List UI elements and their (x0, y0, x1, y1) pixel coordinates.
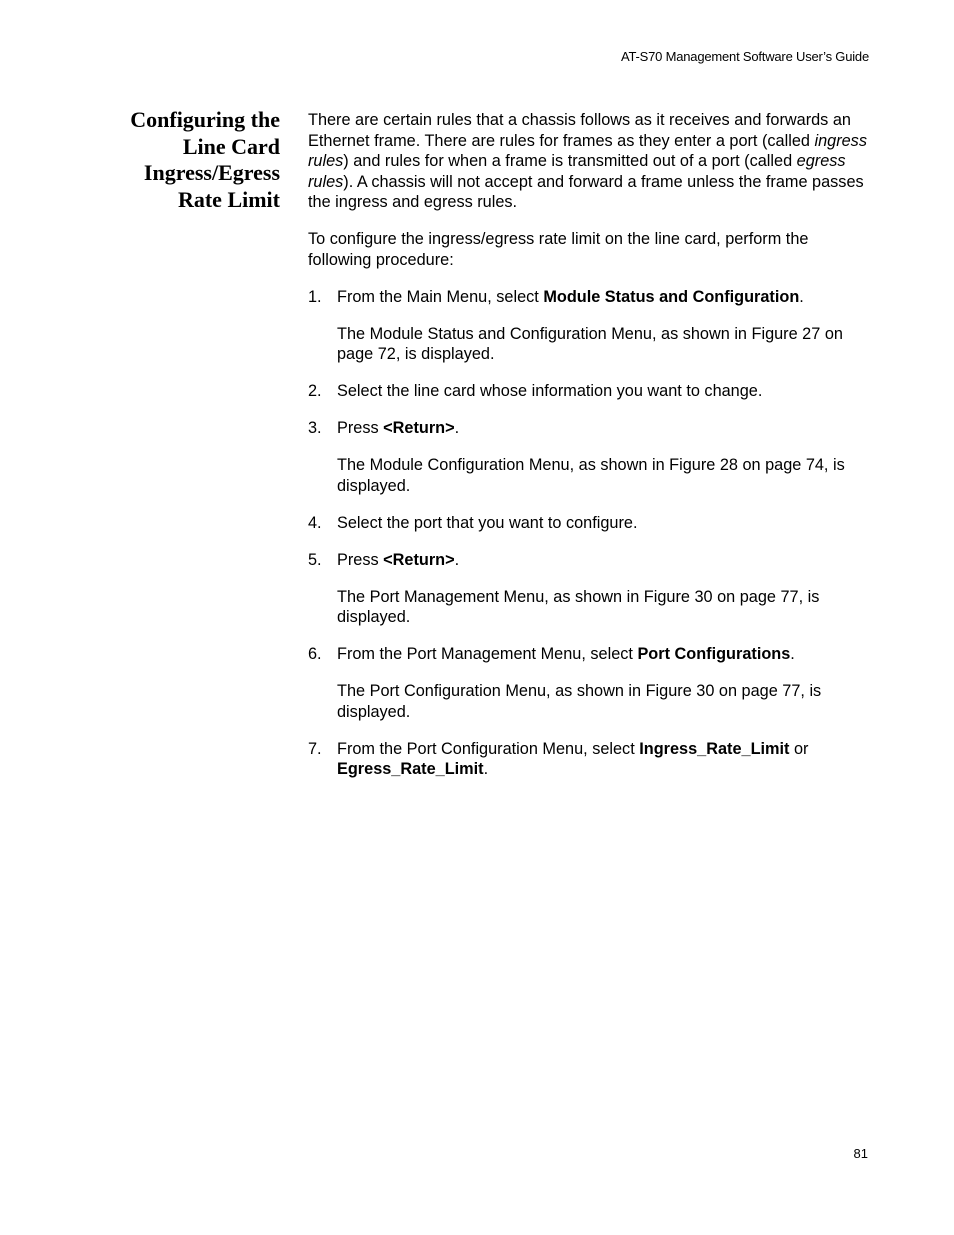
egress-rules-term: egress rules (308, 152, 846, 191)
intro-paragraph: There are certain rules that a chassis follows as it receives and forwards an Ethernet frame. There are rules for frames as they enter a port (called ingress rules) and rules for when a frame is transmitted out of a port (called egress rules). A chassis will not accept and forward a frame unless the frame passes the ingress and egress rules. (308, 111, 867, 211)
step-1-note: The Module Status and Configuration Menu, as shown in Figure 27 on page 72, is displayed. (337, 324, 843, 363)
page-number: 81 (853, 1146, 868, 1161)
procedure-intro: To configure the ingress/egress rate limit on the line card, perform the following procedure: (308, 230, 809, 269)
heading-line-3: Ingress/Egress (143, 160, 280, 185)
step-3-note: The Module Configuration Menu, as shown in Figure 28 on page 74, is displayed. (337, 456, 845, 495)
step-4: 4. Select the port that you want to configure. (308, 513, 638, 532)
ingress-rules-term: ingress rules (308, 131, 867, 170)
step-number: 6. (308, 645, 322, 663)
step-number: 7. (308, 739, 322, 758)
heading-line-4: Rate Limit (177, 186, 280, 212)
section-heading (80, 107, 280, 213)
step-number: 3. (308, 419, 322, 437)
body-column (308, 110, 874, 796)
step-6-note: The Port Configuration Menu, as shown in Figure 30 on page 77, is displayed. (337, 682, 822, 721)
menu-option-port-configurations: Port Configurations (637, 645, 791, 663)
step-number: 2. (308, 382, 322, 400)
step-number: 1. (308, 287, 322, 306)
step-7: 7. From the Port Configuration Menu, select Ingress_Rate_Limit or Egress_Rate_Limit. (308, 739, 809, 778)
menu-option-module-status: Module Status and Configuration (543, 287, 800, 306)
key-return: <Return> (383, 419, 455, 437)
step-number: 4. (308, 513, 322, 532)
step-5-note: The Port Management Menu, as shown in Figure 30 on page 77, is displayed. (337, 587, 820, 626)
step-3: 3. Press <Return>. (308, 419, 460, 437)
running-header: AT-S70 Management Software User’s Guide (621, 49, 869, 64)
heading-line-1: Configuring the (130, 107, 280, 132)
step-1: 1. From the Main Menu, select Module Status and Configuration. (308, 287, 804, 306)
menu-option-egress-rate-limit: Egress_Rate_Limit (337, 760, 484, 778)
heading-line-2: Line Card (182, 133, 280, 159)
step-6: 6. From the Port Management Menu, select Port Configurations. (308, 645, 795, 663)
key-return: <Return> (383, 550, 455, 569)
step-number: 5. (308, 550, 322, 569)
step-5: 5. Press <Return>. (308, 550, 460, 569)
step-2: 2. Select the line card whose information you want to change. (308, 382, 763, 400)
menu-option-ingress-rate-limit: Ingress_Rate_Limit (639, 739, 790, 758)
